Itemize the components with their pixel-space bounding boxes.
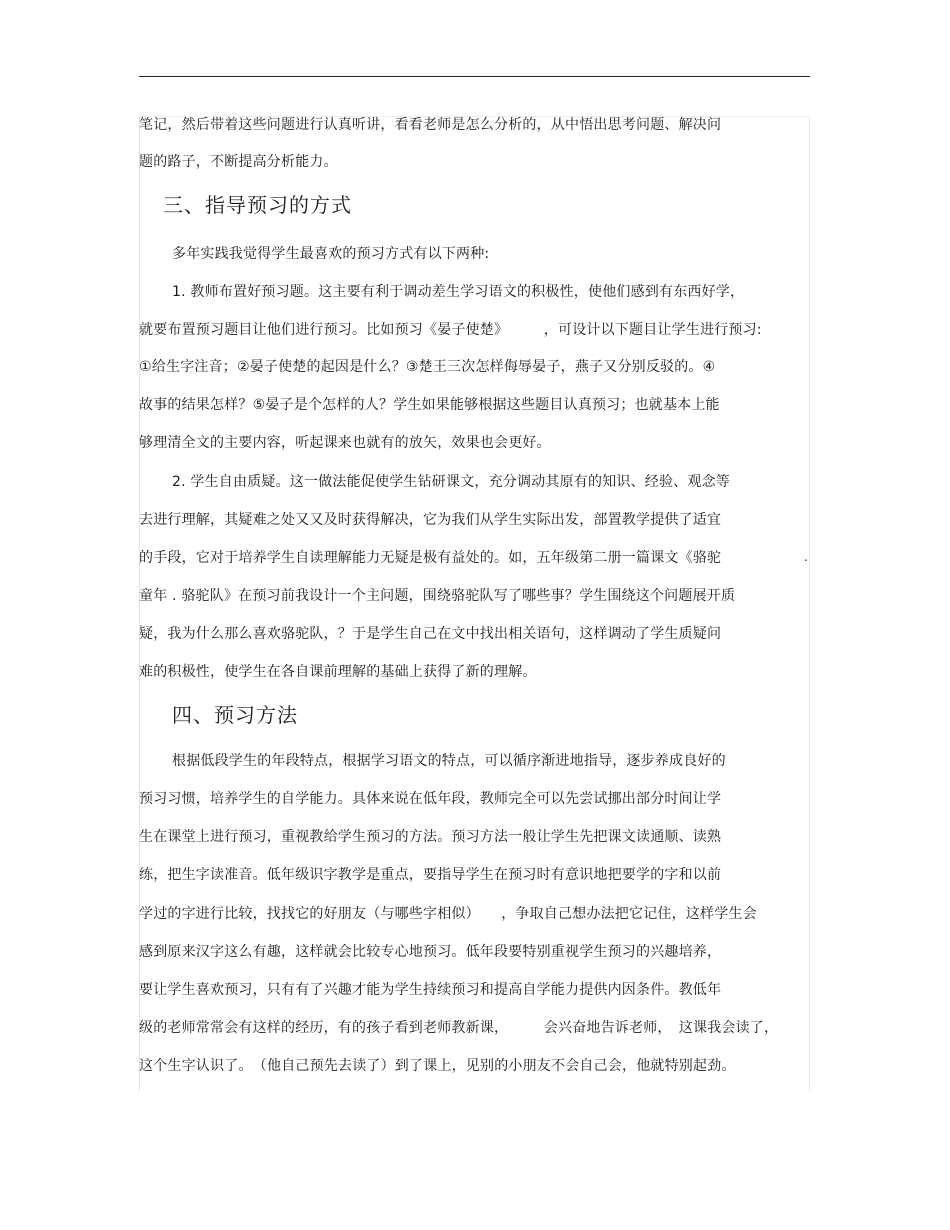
section-heading-4: 四、预习方法 <box>172 703 298 727</box>
header-rule <box>139 76 810 77</box>
paragraph-line: ①给生字注音；②晏子使楚的起因是什么？③楚王三次怎样侮辱晏子，燕子又分别反驳的。④ <box>139 359 716 375</box>
paragraph-line: 这个生字认识了。 （他自己预先去读了）到了课上，见别的小朋友不会自己会，他就特别起劲。 <box>139 1058 736 1074</box>
paragraph-line: 根据低段学生的年段特点，根据学习语文的特点，可以循序渐进地指导，逐步养成良好的 <box>172 753 726 769</box>
paragraph-line: 的手段，它对于培养学生自读理解能力无疑是极有益处的。如，五年级第二册一篇课文《骆驼 <box>139 550 722 566</box>
paragraph-line: 疑，我为什么那么喜欢骆驼队，？于是学生自己在文中找出相关语句，这样调动了学生质疑问 <box>139 626 722 642</box>
paragraph-line: 级的老师常常会有这样的经历，有的孩子看到老师教新课， 会兴奋地告诉老师， 这课我会读了， <box>139 1020 779 1036</box>
paragraph-line: 题的路子，不断提高分析能力。 <box>139 154 338 170</box>
paragraph-line: 预习习惯，培养学生的自学能力。具体来说在低年段，教师完全可以先尝试挪出部分时间让学 <box>139 791 722 807</box>
stray-period: . <box>804 550 808 564</box>
paragraph-line: 练，把生字读准音。低年级识字教学是重点，要指导学生在预习时有意识地把要学的字和以前 <box>139 867 722 883</box>
paragraph-line: 多年实践我觉得学生最喜欢的预习方式有以下两种: <box>172 246 490 262</box>
paragraph-line: 难的积极性，使学生在各自课前理解的基础上获得了新的理解。 <box>139 664 537 680</box>
paragraph-line: 1. 教师布置好预习题。这主要有利于调动差生学习语文的积极性，使他们感到有东西好学， <box>172 284 745 300</box>
paragraph-line: 学过的字进行比较，找找它的好朋友（与哪些字相似） ，争取自己想办法把它记住，这样学生会 <box>139 906 757 922</box>
section-heading-3: 三、指导预习的方式 <box>163 193 352 217</box>
text-frame-right <box>809 116 810 1091</box>
paragraph-line: 要让学生喜欢预习，只有有了兴趣才能为学生持续预习和提高自学能力提供内因条件。教低年 <box>139 982 722 998</box>
paragraph-line: 童年 . 骆驼队》在预习前我设计一个主问题，围绕骆驼队写了哪些事？学生围绕这个问题展开质 <box>139 588 736 604</box>
paragraph-line: 笔记，然后带着这些问题进行认真听讲，看看老师是怎么分析的，从中悟出思考问题、解决问 <box>139 117 722 133</box>
paragraph-line: 生在课堂上进行预习，重视教给学生预习的方法。预习方法一般让学生先把课文读通顺、读熟 <box>139 829 722 845</box>
paragraph-line: 够理清全文的主要内容，听起课来也就有的放矢，效果也会更好。 <box>139 435 551 451</box>
paragraph-line: 故事的结果怎样？⑤晏子是个怎样的人？学生如果能够根据这些题目认真预习；也就基本上能 <box>139 397 720 413</box>
paragraph-line: 去进行理解，其疑难之处又又及时获得解决，它为我们从学生实际出发，部置教学提供了适宜 <box>139 512 722 528</box>
paragraph-line: 感到原来汉字这么有趣，这样就会比较专心地预习。低年段要特别重视学生预习的兴趣培养， <box>139 944 722 960</box>
paragraph-line: 就要布置预习题目让他们进行预习。比如预习《晏子使楚》 ，可设计以下题目让学生进行预习: <box>139 322 762 338</box>
paragraph-line: 2. 学生自由质疑。这一做法能促使学生钻研课文，充分调动其原有的知识、经验、观念等 <box>172 474 731 490</box>
